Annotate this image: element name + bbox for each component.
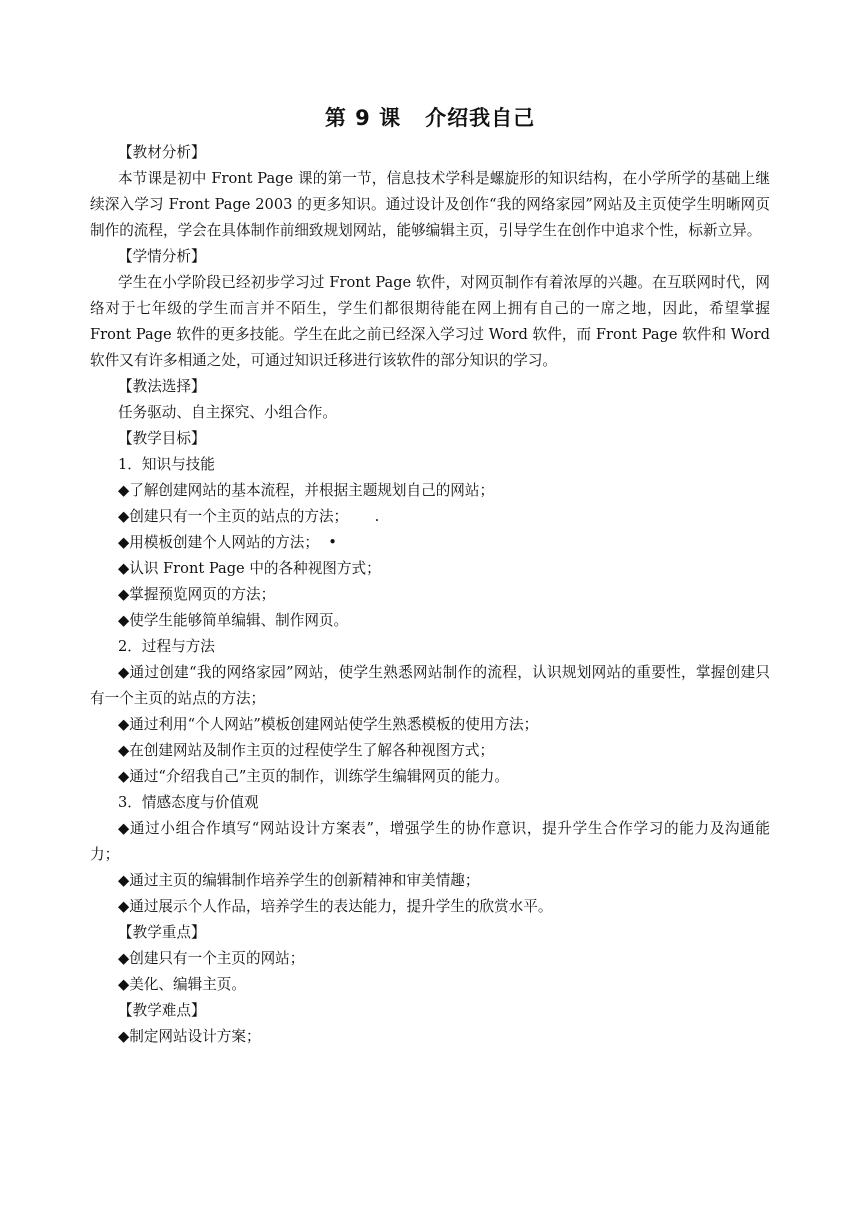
list-item: ◆在创建网站及制作主页的过程使学生了解各种视图方式； xyxy=(118,742,495,759)
list-item: ◆制定网站设计方案； xyxy=(118,1028,261,1045)
paragraph-learner: 学生在小学阶段已经初步学习过 Front Page 软件，对网页制作有着浓厚的兴趣。在互联网时代，网络对于七年级的学生而言并不陌生，学生们都很期待能在网上拥有自己的一席之地，因此，希望掌握 Front Page 软件的更多技能。学生在此之前已经深入学习过 Word 软件，而 Front Page 软件和 Word 软件又有许多相通之处，可通过知识迁移进行该软件的部分知识的学习。 xyxy=(90,274,770,369)
list-item: ◆创建只有一个主页的网站； xyxy=(118,950,305,967)
list-item: ◆通过展示个人作品，培养学生的表达能力，提升学生的欣赏水平。 xyxy=(118,898,553,915)
section-heading-learner: 【学情分析】 xyxy=(118,248,206,265)
list-item: ◆通过主页的编辑制作培养学生的创新精神和审美情趣； xyxy=(118,872,480,889)
list-item: ◆用模板创建个人网站的方法； • xyxy=(118,534,337,551)
list-item: ◆使学生能够简单编辑、制作网页。 xyxy=(118,612,349,629)
list-item: ◆掌握预览网页的方法； xyxy=(118,586,276,603)
list-item: ◆通过利用“个人网站”模板创建网站使学生熟悉模板的使用方法； xyxy=(118,716,539,733)
list-item: ◆美化、编辑主页。 xyxy=(118,976,246,993)
paragraph-method: 任务驱动、自主探究、小组合作。 xyxy=(118,404,337,421)
list-item: ◆通过“介绍我自己”主页的制作，训练学生编辑网页的能力。 xyxy=(118,768,509,785)
lesson-number: 第 9 课 xyxy=(324,106,402,130)
paragraph-material: 本节课是初中 Front Page 课的第一节，信息技术学科是螺旋形的知识结构，在小学所学的基础上继续深入学习 Front Page 2003 的更多知识。通过设计及创作“我的网络家园”网站及主页使学生明晰网页制作的流程，学会在具体制作前细致规划网站，能够编辑主页，引导学生在创作中追求个性，标新立异。 xyxy=(90,170,770,239)
list-item: ◆通过小组合作填写“网站设计方案表”，增强学生的协作意识，提升学生合作学习的能力及沟通能力； xyxy=(90,820,770,863)
section-heading-material: 【教材分析】 xyxy=(118,144,206,161)
list-item: ◆创建只有一个主页的站点的方法； . xyxy=(118,508,380,525)
list-item: ◆认识 Front Page 中的各种视图方式； xyxy=(118,560,381,577)
section-heading-goals: 【教学目标】 xyxy=(118,430,206,447)
lesson-name: 介绍我自己 xyxy=(425,106,536,130)
document-page xyxy=(90,100,770,1050)
section-heading-key-points: 【教学重点】 xyxy=(118,924,206,941)
subheading-knowledge-skills: 1．知识与技能 xyxy=(118,456,215,473)
list-item: ◆通过创建“我的网络家园”网站，使学生熟悉网站制作的流程，认识规划网站的重要性，掌握创建只有一个主页的站点的方法； xyxy=(90,664,770,707)
section-heading-method: 【教法选择】 xyxy=(118,378,206,395)
section-heading-difficult-points: 【教学难点】 xyxy=(118,1002,206,1019)
page-title xyxy=(90,100,770,136)
subheading-process-method: 2．过程与方法 xyxy=(118,638,215,655)
list-item: ◆了解创建网站的基本流程，并根据主题规划自己的网站； xyxy=(118,482,495,499)
subheading-attitude-values: 3．情感态度与价值观 xyxy=(118,794,259,811)
